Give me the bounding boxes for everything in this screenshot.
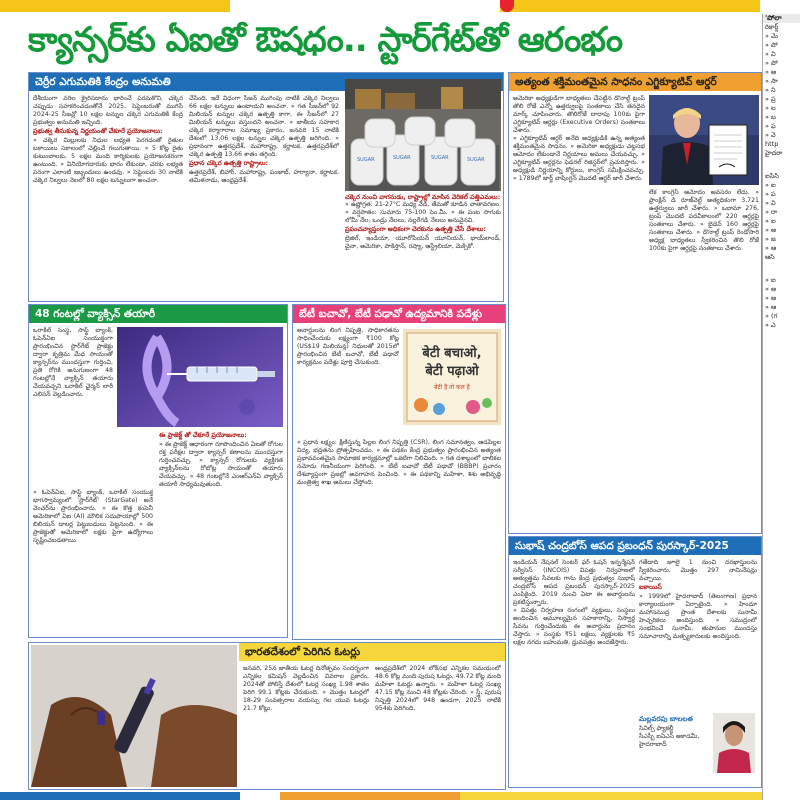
article-body: » ఎగ్జిక్యూటివ్ ఆర్డర్ అనేది అధ్యక్షుడికి ఉన్న అత్యంత శక్తిమంతమైన సాధనం. » అమెరికా అధ్యక్షుడు చట్టసభ ఆమోదం లేకుండానే నిర్ణయాలు అమలు చేయవచ్చు. » ఎగ్జిక్యూటివ్ ఆర్డర్లను ఫెడరల్ రిజిస్టర్‌లో ప్రచురిస్తారు. » అధ్యక్షుడి నిర్ణయాన్ని కోర్టులు, కాంగ్రెస్ సమీక్షించవచ్చు. » 1789లో జార్జ్ వాషింగ్టన్ మొదటి ఆర్డర్ జారీ చేశారు. bbox=[513, 135, 645, 182]
article-body: లేక కాంగ్రెస్ ఆమోదం అవసరం లేదు. » ఫ్రాంక్లిన్ డి రూజ్‌వెల్ట్ అత్యధికంగా 3,721 ఉత్తర్వులు జారీ చేశారు. » ఒబామా 276, ట్రంప్ మొదటి పదవీకాలంలో 220 ఆర్డర్లపై సంతకాలు చేశారు. » బైడెన్ 160 ఆర్డర్లపై సంతకాలు చేశారు. » డొనాల్డ్ ట్రంప్ రెండోసారి అధ్యక్ష బాధ్యతలు స్వీకరించిన తొలి రోజే 100కు పైగా ఆర్డర్లపై సంతకాలు చేశారు. bbox=[649, 189, 759, 252]
cropped-line: హైదరా bbox=[765, 149, 783, 157]
cropped-line: » పో bbox=[765, 59, 778, 67]
cropped-line: » ఎ bbox=[765, 321, 776, 329]
article-body: » ఓపెన్ఏఐ, సాఫ్ట్ బ్యాంక్, ఒరాకిల్ సంయుక్త భాగస్వామ్యంలో 'స్టార్‌గేట్' (StarGate) అనే వెంచర్‌ను ప్రారంభించారు. » ఈ కొత్త కంపెనీ అమెరికాలో ఏఐ (AI) మౌలిక సదుపాయాల్లో 500 బిలియన్ డాలర్ల పెట్టుబడులు పెట్టనుంది. » ఈ ప్రాజెక్టుతో అమెరికాలో లక్షకు పైగా ఉద్యోగాలు సృష్టించబడతాయి. bbox=[33, 489, 153, 544]
cropped-line: » ప్ర bbox=[765, 95, 776, 103]
author-name: మల్లవరపు బాలలత bbox=[639, 715, 693, 723]
photo-caption: చక్కెర నుంచి వాగనుడు, రాష్ట్రాల్లో మాసిన వెరికల్ పత్తిఎమలు: bbox=[345, 193, 501, 201]
poster-tagline: बेटी है तो कल है bbox=[434, 384, 470, 391]
article-executive-order bbox=[508, 72, 762, 534]
poster-line-2: बेटी पढ़ाओ bbox=[425, 364, 479, 379]
article-subheading: ప్రభుత్వ తీసుకున్న నిర్ణయంతో చేకూరే ప్రయోజనాలు: bbox=[33, 127, 163, 135]
article-lead: అమెరికా అధ్యక్షుడిగా బాధ్యతలు చేపట్టిన డొనాల్డ్ ట్రంప్ తొలి రోజే ఎన్నో ఉత్తర్వులపై సంతకాలు చేసి తనదైన మార్క్ చూపించారు. తొలిరోజే దాదాపు 100కు పైగా ఎగ్జిక్యూటివ్ ఆర్డర్లు (Executive Orders) సంతకాలు చేశారు. bbox=[513, 95, 645, 134]
bottom-color-bar bbox=[0, 792, 762, 800]
trump-signing-photo bbox=[649, 95, 759, 185]
cropped-line: » బ bbox=[765, 113, 776, 121]
cropped-line: » జ bbox=[765, 235, 776, 243]
cropped-line: » ల bbox=[765, 104, 776, 112]
article-body: ఆంధ్రప్రదేశ్‌లో 2024 లోక్‌సభ ఎన్నికల సమయంలో 48.6 కోట్ల మంది పురుష ఓటర్లు, 49.72 కోట్ల మంది మహిళా ఓటర్లు ఉన్నారు. » మహిళా ఓటర్ల సంఖ్య 47.15 కోట్ల నుంచి 48 కోట్లకు చేరింది. » స్త్రీ, పురుష నిష్పత్తి 2024లో 948 ఉండగా, 2025 నాటికి 954కు పెరిగింది. bbox=[375, 665, 501, 712]
cropped-line: ఐసిసి bbox=[765, 172, 779, 180]
top-color-bar bbox=[0, 0, 800, 12]
svg-text:SUGAR: SUGAR bbox=[357, 157, 375, 163]
article-title: అత్యంత శక్తిమంతమైన సాధనం ఎగ్జిక్యూటివ్ ఆర్డర్ bbox=[509, 73, 761, 91]
next-column-cropped bbox=[762, 14, 800, 800]
cropped-line: 'పోలా bbox=[763, 14, 800, 23]
article-body: » 1999లో హైదరాబాద్ (తెలంగాణ) ప్రధాన కార్యాలయంగా ఏర్పాటైంది. » హిందూ మహాసముద్ర ప్రాంత దేశాలకు సునామీ హెచ్చరికలు అందిస్తుంది. » సముద్రంలో సంభవించే సునామీ, తుపానుల ముందస్తు సమాచారాన్ని మత్స్యకారులకు అందిస్తుంది. bbox=[639, 593, 757, 640]
article-body: » ఈ ప్రాజెక్ట్ ఆధారంగా రూపొందించిన ఏఐతో రోగుల రక్త పరీక్షల ద్వారా క్యాన్సర్ కణాలను ముందస్తుగా గుర్తించవచ్చు. » క్యాన్సర్ రోగులకు వ్యక్తిగత వ్యాక్సిన్‌లను రోబోట్ల సాయంతో తయారు చేయవచ్చు. » 48 గంటల్లోనే ఎంఆర్ఎన్ఏ వ్యాక్సిన్ తయారీ సాధ్యమవుతుంది. bbox=[159, 441, 283, 488]
author-city: హైదరాబాద్ bbox=[639, 741, 667, 748]
sugar-sacks-photo bbox=[345, 79, 501, 191]
article-title: బేటీ బచావో, బేటీ పఢావో ఉద్యమానికి పదేళ్లు bbox=[293, 305, 505, 323]
cropped-line: » అ bbox=[765, 285, 777, 293]
cropped-line: » రా bbox=[765, 208, 778, 216]
cropped-line: » వె bbox=[765, 131, 776, 139]
author-role: సివిల్స్ ఫ్యాకల్టీ bbox=[639, 725, 674, 732]
cropped-line: » అ bbox=[765, 294, 777, 302]
article-body: జనవరి, 25న జాతీయ ఓటర్ల దినోత్సవం సందర్భంగా ఎన్నికల కమిషన్ వెల్లడించిన వివరాల ప్రకారం, 2024తో పోలిస్తే దేశంలో ఓటర్ల సంఖ్య 1.98 శాతం పెరిగి 99.1 కోట్లకు చేరుకుంది. » మొత్తం ఓటర్లలో 18-29 సంవత్సరాల వయస్సు గల యువ ఓటర్లు 21.7 కోట్లు. bbox=[243, 665, 369, 712]
cropped-line: » (గ bbox=[765, 312, 778, 320]
cropped-line: » ఐ bbox=[765, 217, 776, 225]
cropped-line: » అ bbox=[765, 68, 777, 76]
article-lead: దేశీయంగా వరిల క్రైరిసదాను భారించే పరమకొని, చక్కెర చప్పుడు సహకరించడంతోనే 2025, సెప్టెంబరుతో ముగిసే 2024-25 సీజన్లో 10 లక్షల టన్నుల చక్కెర ఎగుమతికి కేంద్ర ప్రభుత్వం అనుమతి ఇచ్చింది. bbox=[33, 95, 183, 126]
article-body: » విపత్తు నిర్వహణ రంగంలో వ్యక్తులు, సంస్థలు అందించిన అమూల్యమైన సహకారాన్ని, నిస్వార్థ సేవను గుర్తించేందుకు ఈ అవార్డును ప్రదానం చేస్తారు. » సంస్థకు ₹51 లక్షలు, వ్యక్తులకు ₹5 లక్షల నగదు బహుమతి, ధ్రువపత్రం అందజేస్తారు. bbox=[513, 607, 635, 646]
cropped-line: » ఆ bbox=[765, 244, 777, 252]
cropped-line: » ఐ bbox=[765, 276, 776, 284]
svg-text:SUGAR: SUGAR bbox=[393, 155, 411, 161]
article-subheading: ప్రధాన చక్కెర ఉత్పత్తి రాష్ట్రాలు: bbox=[189, 159, 269, 167]
beti-bachao-poster bbox=[403, 329, 501, 425]
article-body: » చక్కెర మిల్లులకు నిధుల లభ్యత పెరగడంతో రైతుల బకాయిలు సకాలంలో చెల్లించే గలుగుతాయి. » 5 కోట్ల రైతు కుటుంబాలకు, 5 లక్షల మంది కార్మికులకు ప్రయోజనకరంగా ఉంటుంది. » వినియోగదారుకు భారం లేకుండా, చరకు లభ్యత పరంగా ఎలాంటి ఇబ్బందులు ఉండవు. » సెప్టెంబరు 30 నాటికి చక్కెర నిల్వలు నెలలో 80 లక్షల టన్నులుగా అంచనా. bbox=[33, 137, 183, 184]
article-title: భారతదేశంలో పెరిగిన ఓటర్లు bbox=[239, 643, 506, 661]
cropped-line: » ప bbox=[765, 190, 776, 198]
author-byline bbox=[639, 711, 757, 785]
cropped-line: » సా bbox=[765, 77, 778, 85]
article-body: » ఉష్ణోగ్రత: 21-27°C మధ్య వేడి, తేమతో కూడిన వాతావరణం. » వర్షపాతం: సుమారు 75-100 సెం.మీ. » ఈ పంట సాగుకు లోమీ నేల, ఒండ్రు నేలలు, నల్లరేగడి నేలలు అనువైనవి. bbox=[345, 201, 501, 224]
article-body: గతేడాది జూలై 1 నుంచి దరఖాస్తులను స్వీకరించారు. మొత్తం 297 నామినేషన్లు వచ్చాయి. bbox=[639, 559, 757, 582]
article-title: సుభాష్ చంద్రబోస్ ఆపద ప్రబంధన్ పురస్కార్-2025 bbox=[509, 537, 761, 555]
article-subheading: ప్రపంచవ్యాప్తంగా అధికంగా చెరకును ఉత్పత్తి చేసే దేశాలు: bbox=[345, 225, 486, 233]
cancer-vaccine-illustration bbox=[117, 327, 283, 427]
article-beti-bachao bbox=[292, 304, 506, 640]
article-body: » ప్రధాన లక్ష్యం: క్షీణిస్తున్న పిల్లల లింగ నిష్పత్తి (CSR), లింగ సమానత్వం, ఆడపిల్లల విద్య, భద్రతను ప్రోత్సహించడం. » ఈ పథకం కేంద్ర ప్రభుత్వం ప్రారంభించిన అత్యంత ప్రభావవంతమైన సామాజిక కార్యక్రమాల్లో ఒకటిగా నిలిచింది. » గత దశాబ్దంలో బాలికల నమోదు గణనీయంగా పెరిగింది. » బేటీ బచావో బేటీ పఢావో (BBBP) ప్రచారం దేశవ్యాప్తంగా ప్రజల్లో అవగాహన పెంచింది. » ఈ పథకాన్ని మహిళా, శిశు అభివృద్ధి మంత్రిత్వ శాఖ అమలు చేస్తోంది. bbox=[297, 439, 501, 486]
cropped-line: » వి bbox=[765, 50, 776, 58]
svg-text:SUGAR: SUGAR bbox=[467, 157, 485, 163]
cropped-line: » అ bbox=[765, 226, 777, 234]
cropped-line: » మె bbox=[765, 32, 778, 40]
article-lead: ఇండియన్ నేషనల్ సెంటర్ ఫర్ ఓషన్ ఇన్ఫర్మేషన్ సర్వీసెస్ (INCOIS) విపత్తు నిర్వహణలో అత్యుత్తమ సేవలకు గాను కేంద్ర ప్రభుత్వం సుభాష్ చంద్రబోస్ ఆపద ప్రబంధన్ పురస్కార్-2025 ఎంపికైంది. 2019 నుంచి ఏటా ఈ అవార్డులను ప్రకటిస్తున్నారు. bbox=[513, 559, 635, 606]
article-lead: ఒరాకిల్ సంస్థ, సాఫ్ట్ బ్యాంక్, ఓపెన్ఏఐ సంయుక్తంగా ప్రారంభించిన స్టార్‌గేట్ ప్రాజెక్టు ద్వారా కృత్రిమ మేధ సాయంతో క్యాన్సర్‌ను ముందస్తుగా గుర్తించి, ప్రతి రోగికి అనుగుణంగా 48 గంటల్లోనే వ్యాక్సిన్ తయారు చేయవచ్చని ఒరాకిల్ ఛైర్మన్ లారీ ఎలిసన్ వెల్లడించారు. bbox=[33, 327, 113, 398]
cropped-line: » వి bbox=[765, 199, 776, 207]
cropped-line: ఆసి bbox=[765, 253, 775, 261]
page-headline: క్యాన్సర్‌కు ఏఐతో ఔషధం.. స్టార్‌గేట్‌తో ఆరంభం bbox=[28, 20, 623, 60]
poster-line-1: बेटी बचाओ, bbox=[422, 346, 482, 361]
article-subheading: ఐకాయిస్ bbox=[639, 583, 662, 591]
cropped-line: » ని bbox=[765, 86, 776, 94]
cropped-line: » ఆ bbox=[765, 303, 777, 311]
article-body: చేసింది. ఇదే విధంగా సీజన్ ముగింపు నాటికి చక్కెర నిల్వలు 66 లక్షల టన్నులు ఉంటాయని అంచనా. » గత సీజన్‌లో 92 మిలియన్ టన్నుల చక్కెర ఉత్పత్తి కాగా, ఈ సీజన్‌లో 27 మిలియన్ టన్నులు వస్తుందని అంచనా. » జాతీయ సహకార చక్కెర కర్మాగారాల సమాఖ్య ప్రకారం, జనవరి 15 నాటికి దేశంలో 13.06 లక్షల టన్నుల చక్కెర ఉత్పత్తి జరిగింది. » ప్రధానంగా ఉత్తరప్రదేశ్, మహారాష్ట్ర, కర్ణాటక, ఉత్తరప్రదేశ్‌లో చక్కెర ఉత్పత్తి 13.66 శాతం తగ్గింది. bbox=[189, 95, 339, 158]
author-institute: సీఎస్బీ ఐఏఎస్ అకాడమీ, bbox=[639, 733, 700, 740]
article-subheading: ఈ ప్రాజెక్ట్ తో చేకూరే ప్రయోజనాలు: bbox=[159, 431, 247, 439]
article-bose-award bbox=[508, 536, 762, 788]
article-body: ఉత్తరప్రదేశ్, బిహార్, మహారాష్ట్ర, పంజాబ్, హర్యానా, కర్ణాటక, తమిళనాడు, ఆంధ్రప్రదేశ్. bbox=[189, 169, 339, 184]
svg-text:SUGAR: SUGAR bbox=[431, 155, 449, 161]
voter-ink-photo bbox=[31, 645, 237, 787]
article-title: 48 గంటల్లో వ్యాక్సిన్ తయారీ bbox=[29, 305, 287, 323]
article-lead: అవార్డులను లింగ నిష్పత్తి, సాధికారతను సాధించేందుకు లక్ష్యంగా ₹100 కోట్ల (US$19 మిలియన్ల) నిధులతో 2015లో ప్రారంభించిన బేటీ బచావో, బేటీ పఢావో కార్యక్రమం పదేళ్లు పూర్తి చేసుకుంది. bbox=[297, 327, 399, 366]
author-avatar bbox=[713, 713, 755, 773]
cropped-line: » పో bbox=[765, 41, 778, 49]
cropped-line: » ఫ bbox=[765, 122, 776, 130]
article-vaccine-48-hours bbox=[28, 304, 288, 638]
cropped-line: http bbox=[765, 140, 779, 148]
cropped-line: » ఐ bbox=[765, 181, 776, 189]
cropped-line: రికార్డ్ bbox=[765, 23, 779, 31]
article-title: చెర్రీర ఎగుమతికి కేంద్రం అనుమతి bbox=[29, 73, 503, 91]
article-body: బ్రెజిల్, ఇండియా, యూరోపియన్ యూనియన్, థాయ్‌లాండ్, చైనా, అమెరికా, పాకిస్తాన్, రష్యా, ఆస్ట్రేలియా, మెక్సికో. bbox=[345, 235, 501, 250]
article-sugar-export bbox=[28, 72, 504, 302]
article-voters bbox=[28, 642, 506, 790]
